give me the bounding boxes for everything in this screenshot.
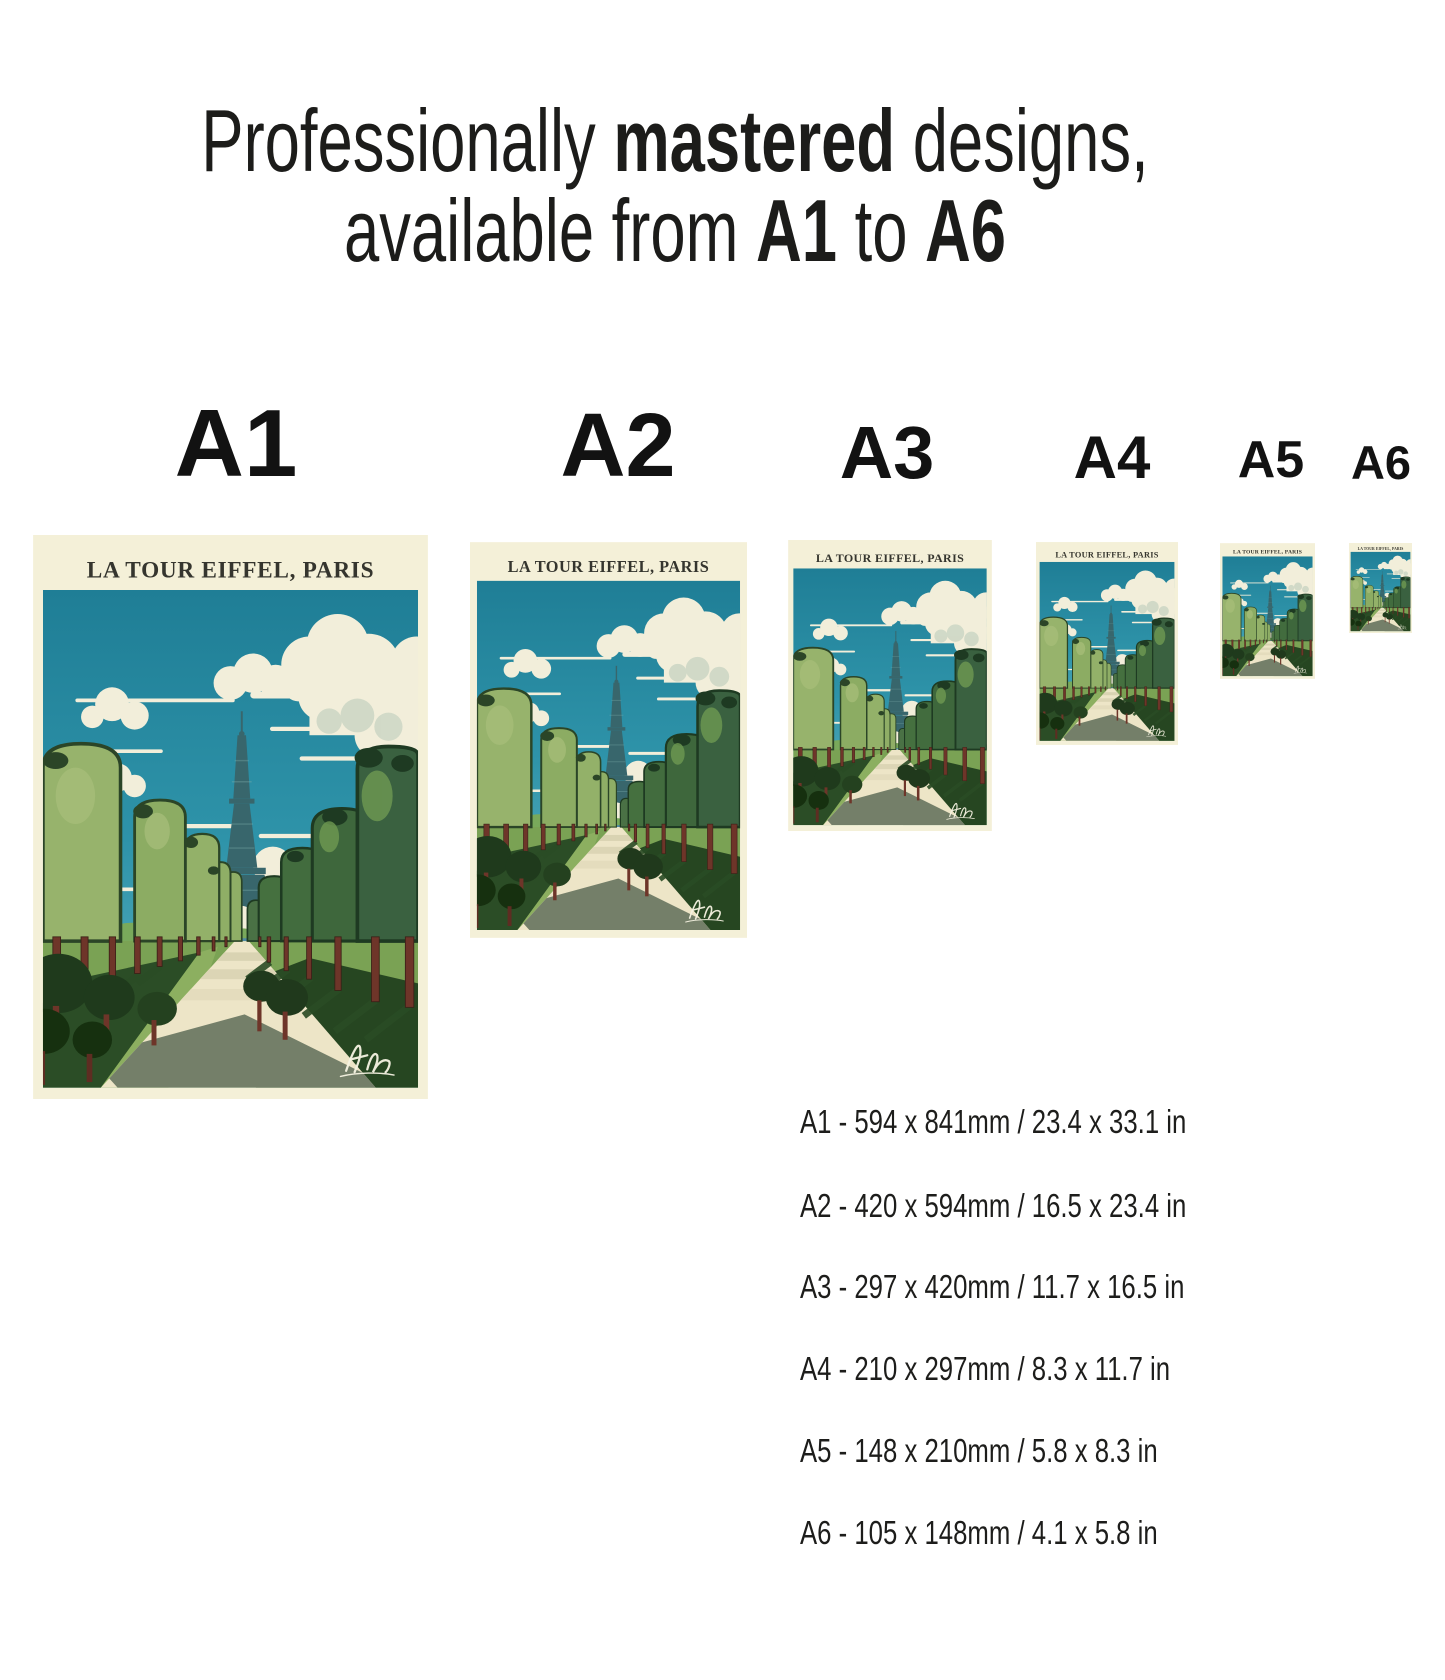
size-label-a4: A4 bbox=[1073, 424, 1151, 491]
headline-line2-pre: available from bbox=[343, 181, 756, 280]
poster-a5 bbox=[1220, 543, 1315, 679]
size-label-a1: A1 bbox=[174, 390, 298, 497]
size-spec-a2: A2 - 420 x 594mm / 16.5 x 23.4 in bbox=[800, 1187, 1187, 1224]
headline-line1-bold: mastered bbox=[613, 91, 896, 190]
headline bbox=[189, 91, 1161, 280]
headline-line-1 bbox=[189, 91, 1161, 190]
headline-line2-bold-a6: A6 bbox=[925, 181, 1007, 280]
poster-a1 bbox=[33, 535, 428, 1099]
size-spec-a3: A3 - 297 x 420mm / 11.7 x 16.5 in bbox=[800, 1268, 1185, 1305]
poster-a2 bbox=[470, 542, 747, 938]
size-spec-a1: A1 - 594 x 841mm / 23.4 x 33.1 in bbox=[800, 1103, 1187, 1140]
size-spec-a6: A6 - 105 x 148mm / 4.1 x 5.8 in bbox=[800, 1514, 1158, 1551]
size-label-a3: A3 bbox=[839, 410, 935, 494]
size-spec-a5: A5 - 148 x 210mm / 5.8 x 8.3 in bbox=[800, 1432, 1158, 1469]
poster-a6 bbox=[1349, 543, 1412, 633]
headline-line2-bold-a1: A1 bbox=[755, 181, 837, 280]
poster-a4 bbox=[1036, 542, 1178, 745]
headline-line-2 bbox=[189, 181, 1161, 280]
size-label-a2: A2 bbox=[560, 395, 676, 496]
headline-line2-mid: to bbox=[836, 181, 926, 280]
headline-line1-post: designs, bbox=[895, 91, 1149, 190]
size-label-a6: A6 bbox=[1350, 435, 1412, 489]
size-spec-a4: A4 - 210 x 297mm / 8.3 x 11.7 in bbox=[800, 1350, 1171, 1387]
size-label-a5: A5 bbox=[1237, 431, 1305, 489]
poster-a3 bbox=[788, 540, 992, 831]
headline-line1-pre: Professionally bbox=[201, 91, 614, 190]
